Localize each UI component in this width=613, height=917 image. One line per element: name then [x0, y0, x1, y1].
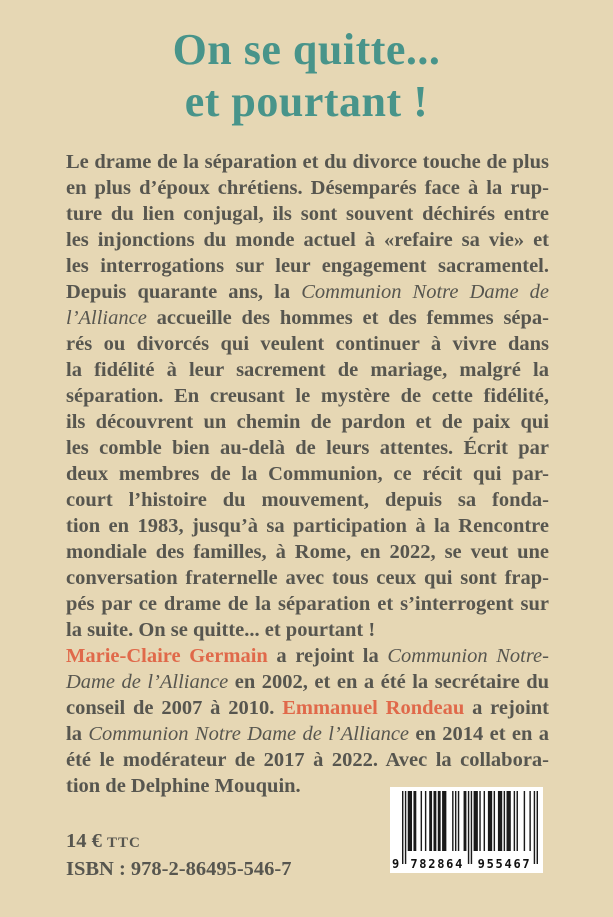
text-line: ils découvrent un chemin de pardon et de paix qui	[66, 411, 549, 433]
barcode-bar	[421, 791, 422, 851]
text-line: Dame de l’Alliance en 2002, et en a été la secrétaire du	[66, 671, 550, 693]
barcode-digits: 9	[392, 857, 400, 871]
barcode-bar	[517, 791, 518, 851]
book-title	[0, 24, 613, 128]
barcode-bar	[484, 791, 485, 851]
text-line: la suite. On se quitte... et pourtant !	[66, 619, 376, 641]
barcode-bar	[504, 791, 505, 851]
barcode-bar	[413, 791, 416, 851]
barcode-bar	[474, 791, 478, 851]
barcode-bar	[458, 791, 459, 851]
barcode-bar	[442, 791, 446, 851]
text-line: la Communion Notre Dame de l’Alliance en 2014 et en a	[66, 723, 549, 745]
barcode-bar	[405, 791, 406, 864]
barcode-bar	[529, 791, 530, 851]
barcode-bar	[507, 791, 511, 851]
text-line: conseil de 2007 à 2010. Emmanuel Rondeau a rejoint	[66, 697, 550, 719]
text-line: l’Alliance accueille des hommes et des femmes sépa-	[66, 307, 549, 329]
barcode-svg	[390, 787, 543, 873]
synopsis-and-bio-text	[66, 149, 549, 799]
text-line: deux membres de la Communion, ce récit qui par-	[66, 463, 549, 485]
text-line: ture du lien conjugal, ils sont souvent déchirés entre	[66, 203, 549, 225]
price-amount: 14 €	[66, 830, 107, 852]
text-line: rés ou divorcés qui veulent continuer à vivre dans	[66, 333, 549, 355]
barcode-bar	[471, 791, 472, 864]
barcode-bar	[479, 791, 480, 851]
title-line-1: On se quitte...	[172, 25, 441, 74]
text-line: séparation. En creusant le mystère de cette fidélité,	[66, 385, 549, 407]
text-line: les interrogations sur leur engagement sacramentel.	[66, 255, 549, 277]
barcode-bar	[402, 791, 403, 864]
text-line: en plus d’époux chrétiens. Désemparés face à la rup-	[66, 177, 549, 199]
barcode-bar	[524, 791, 525, 851]
text-line: conversation fraternelle avec tous ceux qui sont frap-	[66, 567, 549, 589]
ean13-barcode	[390, 787, 543, 873]
text-line: tion de Delphine Mouquin.	[66, 775, 301, 797]
text-line: court l’histoire du mouvement, depuis sa fonda-	[66, 489, 549, 511]
price-line	[66, 828, 292, 856]
barcode-bar	[514, 791, 515, 851]
barcode-bar	[537, 791, 538, 864]
barcode-bar	[429, 791, 432, 851]
barcode-bar	[468, 791, 469, 864]
barcode-digits: 955467	[477, 857, 530, 871]
barcode-bar	[408, 791, 412, 851]
barcode-bar	[425, 791, 426, 851]
barcode-bar	[494, 791, 495, 851]
barcode-bar	[464, 791, 467, 851]
price-tax-label: TTC	[107, 835, 141, 851]
isbn-line: ISBN : 978-2-86495-546-7	[66, 858, 292, 880]
text-line: Le drame de la séparation et du divorce touche de plus	[66, 151, 549, 173]
text-line: été le modérateur de 2017 à 2022. Avec la collabora-	[66, 749, 549, 771]
title-line-2: et pourtant !	[184, 77, 429, 126]
text-line: les comble bien au-delà de leurs attentes. Écrit par	[66, 437, 549, 459]
barcode-bar	[488, 791, 492, 851]
text-line: pés par ce drame de la séparation et s’interrogent sur	[66, 593, 549, 615]
text-line: tion en 1983, jusqu’à sa participation à la Rencontre	[66, 515, 549, 537]
text-line: Marie-Claire Germain a rejoint la Communion Notre-	[66, 645, 549, 667]
barcode-bar	[433, 791, 436, 851]
barcode-bar	[438, 791, 441, 851]
text-line: mondiale des familles, à Rome, en 2022, se veut une	[66, 541, 549, 563]
text-line: la fidélité à leur sacrement de mariage, malgré la	[66, 359, 549, 381]
text-line: les injonctions du monde actuel à «refaire sa vie» et	[66, 229, 549, 251]
text-line: Depuis quarante ans, la Communion Notre Dame de	[66, 281, 549, 303]
barcode-bar	[455, 791, 456, 851]
barcode-bar	[534, 791, 535, 864]
pricing-block	[66, 828, 292, 882]
barcode-digits: 782864	[410, 857, 463, 871]
barcode-bar	[498, 791, 502, 851]
barcode-bar	[452, 791, 453, 851]
